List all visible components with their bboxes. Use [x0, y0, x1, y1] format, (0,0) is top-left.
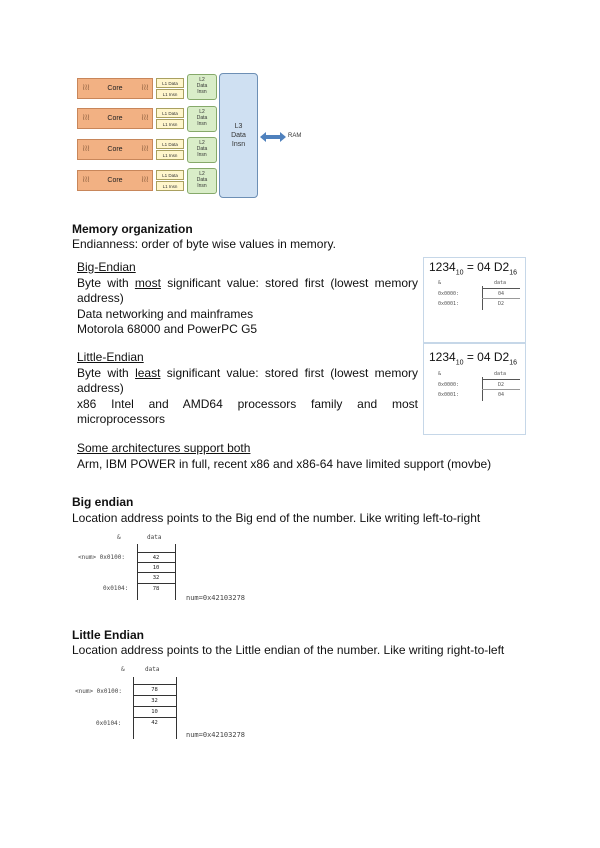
- big-endian-example-box: $1234_{10} = 04$ $D2_{16}$ & data 0x0000: 04 0x0001: D2: [423, 257, 526, 343]
- l2-cache: L2 Data Insn: [187, 74, 217, 100]
- memory-organization-heading: Memory organization: [72, 222, 193, 236]
- ram-label: RAM: [288, 133, 302, 139]
- little-endian-desc: Byte with least significant value: stored first (lowest memory address): [77, 365, 418, 395]
- core-block: [77, 78, 153, 99]
- l2-cache: L2 Data Insn: [187, 137, 217, 163]
- l1-data-cache: L1 Data: [156, 170, 184, 180]
- wave-icon: ≀≀≀: [82, 174, 90, 184]
- wave-icon: ≀≀≀: [82, 143, 90, 153]
- big-endian-section-text: Location address points to the Big end of the number. Like writing left-to-right: [72, 511, 481, 525]
- core-block: [77, 170, 153, 191]
- little-endian-heading: Little-Endian: [77, 350, 144, 364]
- l2-cache: L2 Data Insn: [187, 168, 217, 194]
- l1-insn-cache: L1 Insn: [156, 150, 184, 160]
- both-text: Arm, IBM POWER in full, recent x86 and x86-64 have limited support (movbe): [77, 456, 492, 471]
- example-equation: $1234_{10} = 04$ $D2_{16}$: [429, 350, 517, 367]
- core-label: Core: [107, 177, 123, 184]
- big-endian-block: [77, 260, 418, 338]
- num-value: num=0x42103278: [186, 731, 246, 739]
- core-block: [77, 108, 153, 129]
- wave-icon: ≀≀≀: [140, 82, 148, 92]
- l3-cache: L3 Data Insn: [219, 73, 258, 198]
- big-endian-cpus: Motorola 68000 and PowerPC G5: [77, 322, 258, 336]
- core-label: Core: [107, 115, 123, 122]
- wave-icon: ≀≀≀: [82, 112, 90, 122]
- wave-icon: ≀≀≀: [140, 143, 148, 153]
- l1-insn-cache: L1 Insn: [156, 89, 184, 99]
- wave-icon: ≀≀≀: [140, 174, 148, 184]
- l1-data-cache: L1 Data: [156, 139, 184, 149]
- example-equation: $1234_{10} = 04$ $D2_{16}$: [429, 260, 517, 277]
- little-endian-section-text: Location address points to the Little endian of the number. Like writing right-to-left: [72, 643, 505, 657]
- l1-insn-cache: L1 Insn: [156, 119, 184, 129]
- core-label: Core: [107, 85, 123, 92]
- little-endian-section-heading: Little Endian: [72, 628, 144, 642]
- little-endian-cpus: x86 Intel and AMD64 processors family and most microprocessors: [77, 396, 418, 426]
- l1-data-cache: L1 Data: [156, 78, 184, 88]
- num-value: num=0x42103278: [186, 594, 246, 602]
- l1-data-cache: L1 Data: [156, 108, 184, 118]
- little-endian-example-box: $1234_{10} = 04$ $D2_{16}$ & data 0x0000: D2 0x0001: 04: [423, 343, 526, 435]
- little-endian-block: [77, 350, 418, 428]
- wave-icon: ≀≀≀: [82, 82, 90, 92]
- double-arrow-icon: [260, 130, 286, 144]
- core-label: Core: [107, 146, 123, 153]
- wave-icon: ≀≀≀: [140, 112, 148, 122]
- core-block: [77, 139, 153, 160]
- big-endian-usage: Data networking and mainframes: [77, 306, 254, 321]
- both-heading: Some architectures support both: [77, 441, 251, 455]
- l2-cache: L2 Data Insn: [187, 106, 217, 132]
- big-endian-section-heading: Big endian: [72, 495, 134, 509]
- both-block: [77, 441, 517, 472]
- big-endian-desc: Byte with most significant value: stored first (lowest memory address): [77, 275, 418, 305]
- l1-insn-cache: L1 Insn: [156, 181, 184, 191]
- endianness-intro: Endianness: order of byte wise values in memory.: [72, 237, 336, 251]
- big-endian-heading: Big-Endian: [77, 260, 136, 274]
